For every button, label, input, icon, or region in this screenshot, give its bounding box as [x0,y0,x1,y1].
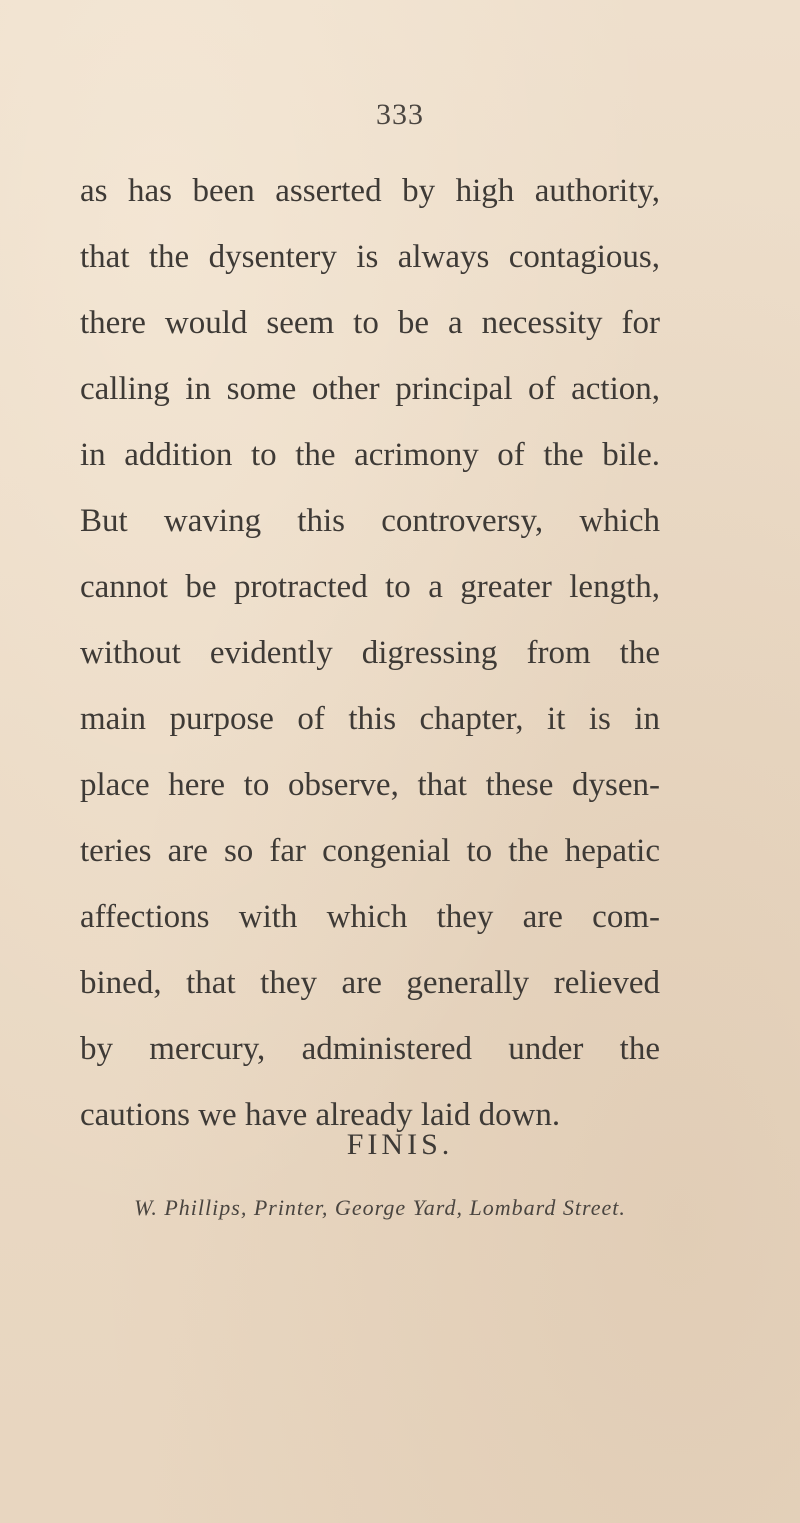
text-line: there would seem to be a necessity for [80,305,660,341]
text-line: without evidently digressing from the [80,635,660,671]
text-line: main purpose of this chapter, it is in [80,701,660,737]
text-line: calling in some other principal of action, [80,371,660,407]
text-line: teries are so far congenial to the hepatic [80,833,660,869]
text-line: But waving this controversy, which [80,503,660,539]
body-text [80,158,660,1148]
text-line: affections with which they are com- [80,899,660,935]
finis-heading: FINIS. [346,1128,454,1161]
text-line: by mercury, administered under the [80,1031,660,1067]
text-line: cautions we have already laid down. [80,1097,561,1133]
text-line: that the dysentery is always contagious, [80,239,660,275]
page-number: 333 [376,98,424,131]
text-line: in addition to the acrimony of the bile. [80,437,660,473]
text-line: place here to observe, that these dysen- [80,767,660,803]
text-line: as has been asserted by high authority, [80,173,660,209]
text-line: bined, that they are generally relieved [80,965,660,1001]
printer-imprint: W. Phillips, Printer, George Yard, Lombard Street. [134,1195,626,1220]
text-line: cannot be protracted to a greater length, [80,569,660,605]
